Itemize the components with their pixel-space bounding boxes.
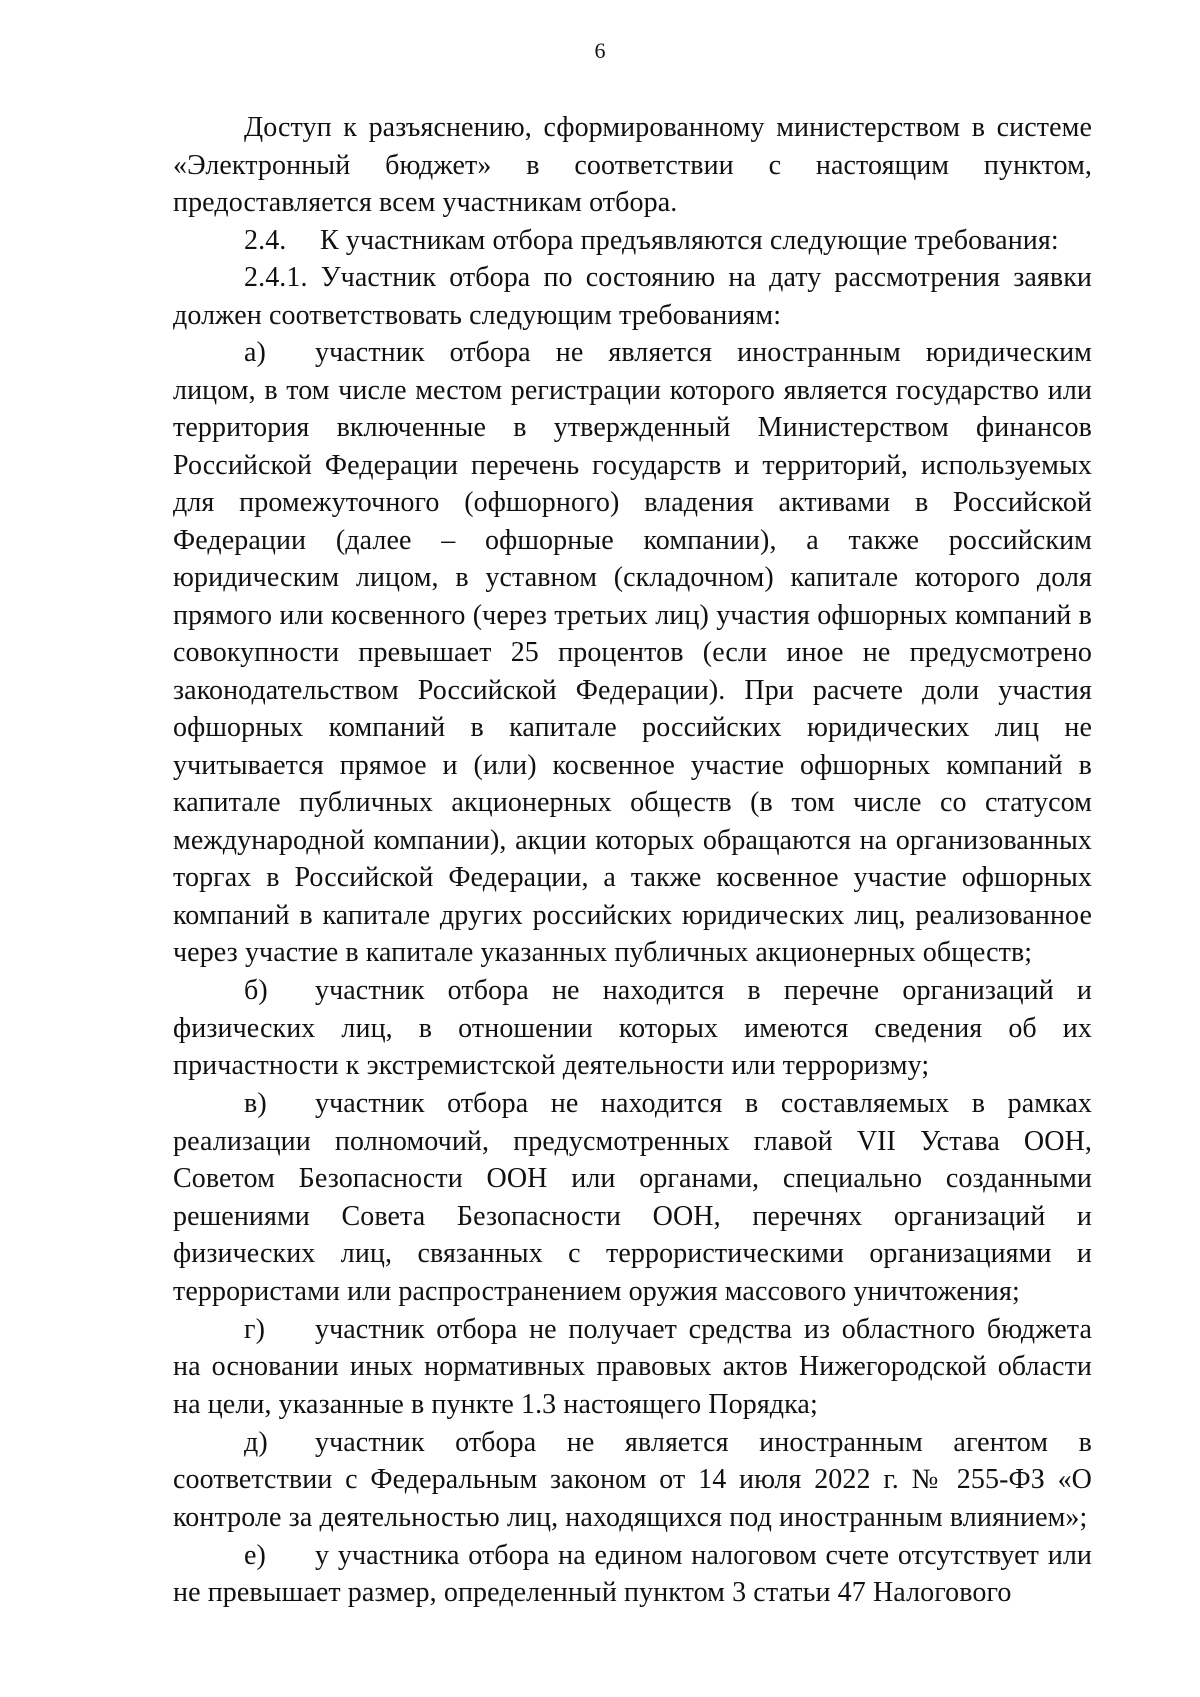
document-body (173, 109, 1092, 1612)
item-marker: д) (244, 1426, 268, 1458)
item-text: у участника отбора на едином налоговом счете отсутствует или не превышает размер, определенный пунктом 3 статьи 47 Налогового (173, 1539, 1092, 1608)
list-item-d (173, 1424, 1092, 1537)
clause-number: 2.4. (244, 224, 287, 256)
item-text: участник отбора не является иностранным агентом в соответствии с Федеральным законом от 14 июля 2022 г. № 255-ФЗ «О контроле за деятельностью лиц, находящихся под иностранным влиянием»; (173, 1426, 1092, 1533)
paragraph-2-4-1 (173, 259, 1092, 334)
list-item-e (173, 1537, 1092, 1612)
clause-text: К участникам отбора предъявляются следующие требования: (320, 224, 1059, 256)
item-text: участник отбора не находится в перечне организаций и физических лиц, в отношении которых имеются сведения об их причастности к экстремистской деятельности или терроризму; (173, 975, 1092, 1081)
clause-text: Участник отбора по состоянию на дату рассмотрения заявки должен соответствовать следующим требованиям: (173, 262, 1092, 331)
list-item-g (173, 1311, 1092, 1424)
item-marker: в) (244, 1088, 267, 1119)
paragraph-2-4 (173, 222, 1092, 260)
list-item-a (173, 334, 1092, 972)
list-item-b (173, 972, 1092, 1085)
list-item-v (173, 1085, 1092, 1310)
page-number: 6 (594, 38, 606, 63)
item-text: участник отбора не получает средства из областного бюджета на основании иных нормативных правовых актов Нижегородской области на цели, указанные в пункте 1.3 настоящего Порядка; (173, 1313, 1092, 1420)
item-marker: г) (244, 1313, 266, 1345)
item-marker: а) (244, 337, 266, 368)
paragraph-access-clarification: Доступ к разъяснению, сформированному министерством в системе «Электронный бюджет» в соответствии с настоящим пунктом, предоставляется всем участникам отбора. (173, 112, 1092, 218)
item-marker: б) (244, 975, 268, 1006)
item-marker: е) (244, 1539, 266, 1571)
item-text: участник отбора не является иностранным юридическим лицом, в том числе местом регистрации которого является государство или территория включенные в утвержденный Министерством финансов Российской Федерации перечень государств и территорий, используемых для промежуточного (офшорного) владения активами в Российской Федерации (далее – офшорные компании), а также российским юридическим лицом, в уставном (складочном) капитале которого доля прямого или косвенного (через третьих лиц) участия офшорных компаний в совокупности превышает 25 процентов (если иное не предусмотрено законодательством Российской Федерации). При расчете доли участия офшорных компаний в капитале российских юридических лиц не учитывается прямое и (или) косвенное участие офшорных компаний в капитале публичных акционерных обществ (в том числе со статусом международной компании), акции которых обращаются на организованных торгах в Российской Федерации, а также косвенное участие офшорных компаний в капитале других российских юридических лиц, реализованное через участие в капитале указанных публичных акционерных обществ; (173, 337, 1092, 968)
clause-number: 2.4.1. (244, 262, 308, 293)
item-text: участник отбора не находится в составляемых в рамках реализации полномочий, предусмотренных главой VII Устава ООН, Советом Безопасности ООН или органами, специально созданными решениями Совета Безопасности ООН, перечнях организаций и физических лиц, связанных с террористическими организациями и террористами или распространением оружия массового уничтожения; (173, 1088, 1092, 1307)
